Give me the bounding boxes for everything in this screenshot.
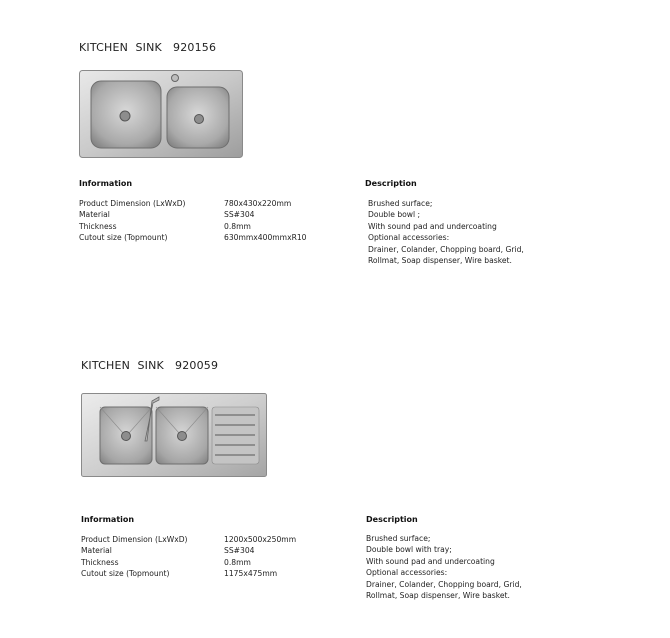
spec-label: Product Dimension (LxWxD) <box>79 199 186 208</box>
description-line: Optional accessories: <box>366 568 448 578</box>
spec-label: Thickness <box>79 221 117 231</box>
spec-values <box>224 534 296 580</box>
spec-values <box>224 198 307 244</box>
description-line: Optional accessories: <box>368 233 450 243</box>
product-title: KITCHEN SINK 920059 <box>81 359 219 372</box>
spec-label: Product Dimension (LxWxD) <box>81 535 188 544</box>
description-line: Brushed surface; <box>368 199 433 208</box>
spec-label: Material <box>81 546 112 556</box>
spec-value: 630mmx400mmxR10 <box>224 233 307 243</box>
description-line: Double bowl ; <box>368 210 421 220</box>
information-heading: Information <box>81 515 135 524</box>
description-line: Brushed surface; <box>366 534 431 543</box>
spec-value: SS#304 <box>224 546 255 556</box>
sink-image-double-bowl <box>79 70 243 158</box>
spec-value: 780x430x220mm <box>224 199 292 208</box>
description-line: Double bowl with tray; <box>366 545 452 555</box>
description-line: Rollmat, Soap dispenser, Wire basket. <box>368 255 512 265</box>
spec-label: Thickness <box>81 557 119 567</box>
spec-label: Cutout size (Topmount) <box>81 569 170 579</box>
information-heading: Information <box>79 179 133 188</box>
description-line: With sound pad and undercoating <box>368 221 497 231</box>
description-line: Drainer, Colander, Chopping board, Grid, <box>368 244 524 254</box>
description-heading: Description <box>366 515 418 524</box>
spec-value: 1175x475mm <box>224 569 278 579</box>
spec-value: 0.8mm <box>224 557 251 567</box>
description-list <box>366 533 522 601</box>
spec-value: 1200x500x250mm <box>224 535 297 544</box>
description-heading: Description <box>365 179 417 188</box>
description-list <box>368 198 524 266</box>
product-title: KITCHEN SINK 920156 <box>79 41 217 54</box>
description-line: With sound pad and undercoating <box>366 556 495 566</box>
description-line: Rollmat, Soap dispenser, Wire basket. <box>366 590 510 600</box>
description-line: Drainer, Colander, Chopping board, Grid, <box>366 579 522 589</box>
spec-value: SS#304 <box>224 210 255 220</box>
spec-value: 0.8mm <box>224 221 251 231</box>
spec-label: Cutout size (Topmount) <box>79 233 168 243</box>
spec-labels <box>79 198 186 244</box>
spec-label: Material <box>79 210 110 220</box>
sink-image-double-bowl-with-drainboard <box>81 393 267 477</box>
spec-labels <box>81 534 188 580</box>
